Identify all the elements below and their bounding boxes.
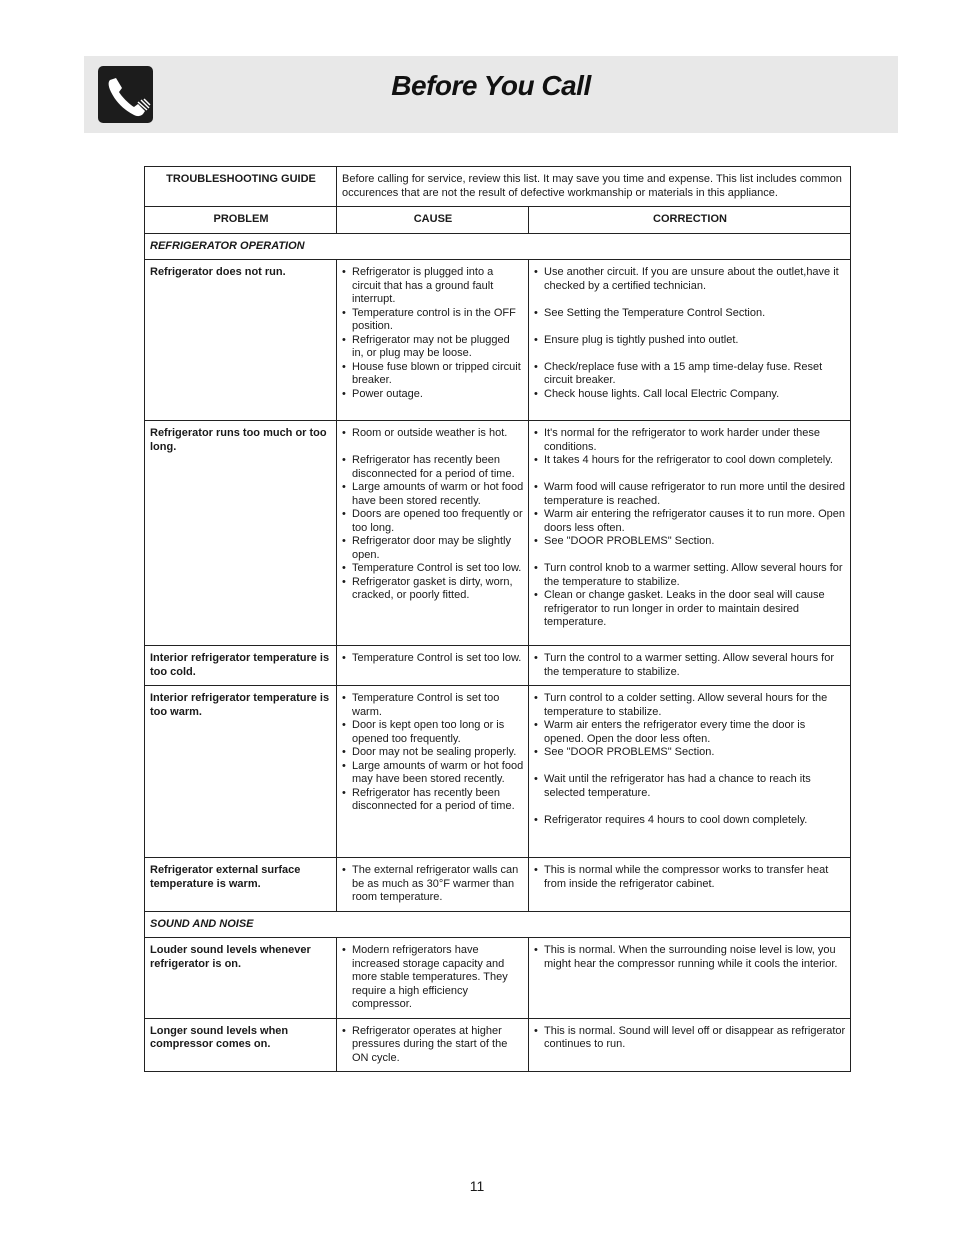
cause-item: • Modern refrigerators have increased storage capacity and more stable temperatures. They require a high efficiency compressor. <box>342 944 524 1012</box>
correction-item-list <box>534 427 846 630</box>
correction-item: • Wait until the refrigerator has had a chance to reach its selected temperature. <box>534 773 846 800</box>
cause-item-list <box>342 944 524 1012</box>
cause-item: • Temperature Control is set too low. <box>342 652 524 666</box>
page-title: Before You Call <box>391 70 591 101</box>
correction-item: • Warm food will cause refrigerator to run more until the desired temperature is reached. <box>534 481 846 508</box>
troubleshooting-table <box>144 166 851 1072</box>
correction-cell <box>529 1018 851 1072</box>
cause-item: • Refrigerator gasket is dirty, worn, cracked, or poorly fitted. <box>342 576 524 603</box>
cause-item-list <box>342 864 524 905</box>
table-row <box>145 686 851 858</box>
correction-item: • Refrigerator requires 4 hours to cool down completely. <box>534 814 846 828</box>
problem-cell: Interior refrigerator temperature is too warm. <box>145 686 337 858</box>
guide-title: TROUBLESHOOTING GUIDE <box>145 167 337 207</box>
cause-column-header: CAUSE <box>337 207 529 234</box>
correction-item: • It's normal for the refrigerator to work harder under these conditions. <box>534 427 846 454</box>
section-row <box>145 911 851 938</box>
correction-cell <box>529 938 851 1019</box>
guide-intro-row <box>145 167 851 207</box>
table-row <box>145 260 851 421</box>
cause-item: • Doors are opened too frequently or too long. <box>342 508 524 535</box>
correction-item: • See "DOOR PROBLEMS" Section. <box>534 535 846 549</box>
correction-item: • This is normal. When the surrounding noise level is low, you might hear the compressor running while it cools the interior. <box>534 944 846 971</box>
cause-item: • Large amounts of warm or hot food have been stored recently. <box>342 481 524 508</box>
cause-item: • Power outage. <box>342 388 524 402</box>
correction-item-list <box>534 864 846 891</box>
cause-cell <box>337 858 529 912</box>
cause-item-list <box>342 652 524 666</box>
correction-cell <box>529 260 851 421</box>
cause-item: • House fuse blown or tripped circuit breaker. <box>342 361 524 388</box>
cause-item: • Refrigerator operates at higher pressures during the start of the ON cycle. <box>342 1025 524 1066</box>
problem-cell: Refrigerator runs too much or too long. <box>145 421 337 646</box>
cause-item: • The external refrigerator walls can be as much as 30°F warmer than room temperature. <box>342 864 524 905</box>
correction-column-header: CORRECTION <box>529 207 851 234</box>
problem-column-header: PROBLEM <box>145 207 337 234</box>
cause-item-list <box>342 1025 524 1066</box>
correction-cell <box>529 858 851 912</box>
cause-cell <box>337 1018 529 1072</box>
section-row <box>145 233 851 260</box>
page-number: 11 <box>469 1178 485 1194</box>
cause-item: • Temperature control is in the OFF position. <box>342 307 524 334</box>
correction-item-list <box>534 692 846 827</box>
correction-item: • Warm air enters the refrigerator every time the door is opened. Open the door less often. <box>534 719 846 746</box>
problem-cell: Louder sound levels whenever refrigerator is on. <box>145 938 337 1019</box>
cause-item-list <box>342 427 524 603</box>
cause-cell <box>337 646 529 686</box>
correction-item: • Ensure plug is tightly pushed into outlet. <box>534 334 846 348</box>
cause-item: • Room or outside weather is hot. <box>342 427 524 441</box>
cause-cell <box>337 421 529 646</box>
correction-item: • Clean or change gasket. Leaks in the door seal will cause refrigerator to run longer in order to maintain desired temperature. <box>534 589 846 630</box>
correction-item: • Turn control knob to a warmer setting. Allow several hours for the temperature to stabilize. <box>534 562 846 589</box>
correction-item: • See Setting the Temperature Control Section. <box>534 307 846 321</box>
correction-item: • Use another circuit. If you are unsure about the outlet,have it checked by a certified technician. <box>534 266 846 293</box>
correction-cell <box>529 421 851 646</box>
correction-item-list <box>534 652 846 679</box>
correction-item: • It takes 4 hours for the refrigerator to cool down completely. <box>534 454 846 468</box>
correction-item: • Check house lights. Call local Electric Company. <box>534 388 846 402</box>
cause-item: • Refrigerator may not be plugged in, or plug may be loose. <box>342 334 524 361</box>
cause-item: • Door may not be sealing properly. <box>342 746 524 760</box>
correction-item-list <box>534 944 846 971</box>
cause-item: • Large amounts of warm or hot food may have been stored recently. <box>342 760 524 787</box>
correction-item: • Turn control to a colder setting. Allow several hours for the temperature to stabilize. <box>534 692 846 719</box>
table-row <box>145 938 851 1019</box>
table-row <box>145 646 851 686</box>
column-header-row <box>145 207 851 234</box>
correction-item: • Check/replace fuse with a 15 amp time-delay fuse. Reset circuit breaker. <box>534 361 846 388</box>
correction-cell <box>529 686 851 858</box>
cause-item: • Refrigerator is plugged into a circuit that has a ground fault interrupt. <box>342 266 524 307</box>
correction-item-list <box>534 1025 846 1052</box>
cause-cell <box>337 938 529 1019</box>
section-title: SOUND AND NOISE <box>145 911 851 938</box>
problem-cell: Longer sound levels when compressor comes on. <box>145 1018 337 1072</box>
problem-cell: Interior refrigerator temperature is too cold. <box>145 646 337 686</box>
guide-intro: Before calling for service, review this list. It may save you time and expense. This list includes common occurences that are not the result of defective workmanship or materials in this appliance. <box>337 167 851 207</box>
cause-item: • Refrigerator has recently been disconnected for a period of time. <box>342 787 524 814</box>
table-row <box>145 421 851 646</box>
cause-item-list <box>342 266 524 401</box>
cause-cell <box>337 686 529 858</box>
correction-item: • This is normal while the compressor works to transfer heat from inside the refrigerator cabinet. <box>534 864 846 891</box>
table-row <box>145 1018 851 1072</box>
cause-item: • Door is kept open too long or is opened too frequently. <box>342 719 524 746</box>
section-title: REFRIGERATOR OPERATION <box>145 233 851 260</box>
correction-item-list <box>534 266 846 401</box>
header-band <box>84 56 898 133</box>
correction-item: • Turn the control to a warmer setting. Allow several hours for the temperature to stabilize. <box>534 652 846 679</box>
cause-item: • Refrigerator door may be slightly open. <box>342 535 524 562</box>
cause-item: • Temperature Control is set too low. <box>342 562 524 576</box>
problem-cell: Refrigerator external surface temperature is warm. <box>145 858 337 912</box>
cause-item: • Refrigerator has recently been disconnected for a period of time. <box>342 454 524 481</box>
cause-cell <box>337 260 529 421</box>
correction-item: • See "DOOR PROBLEMS" Section. <box>534 746 846 760</box>
cause-item: • Temperature Control is set too warm. <box>342 692 524 719</box>
cause-item-list <box>342 692 524 814</box>
correction-item: • Warm air entering the refrigerator causes it to run more. Open doors less often. <box>534 508 846 535</box>
correction-cell <box>529 646 851 686</box>
problem-cell: Refrigerator does not run. <box>145 260 337 421</box>
correction-item: • This is normal. Sound will level off or disappear as refrigerator continues to run. <box>534 1025 846 1052</box>
table-row <box>145 858 851 912</box>
